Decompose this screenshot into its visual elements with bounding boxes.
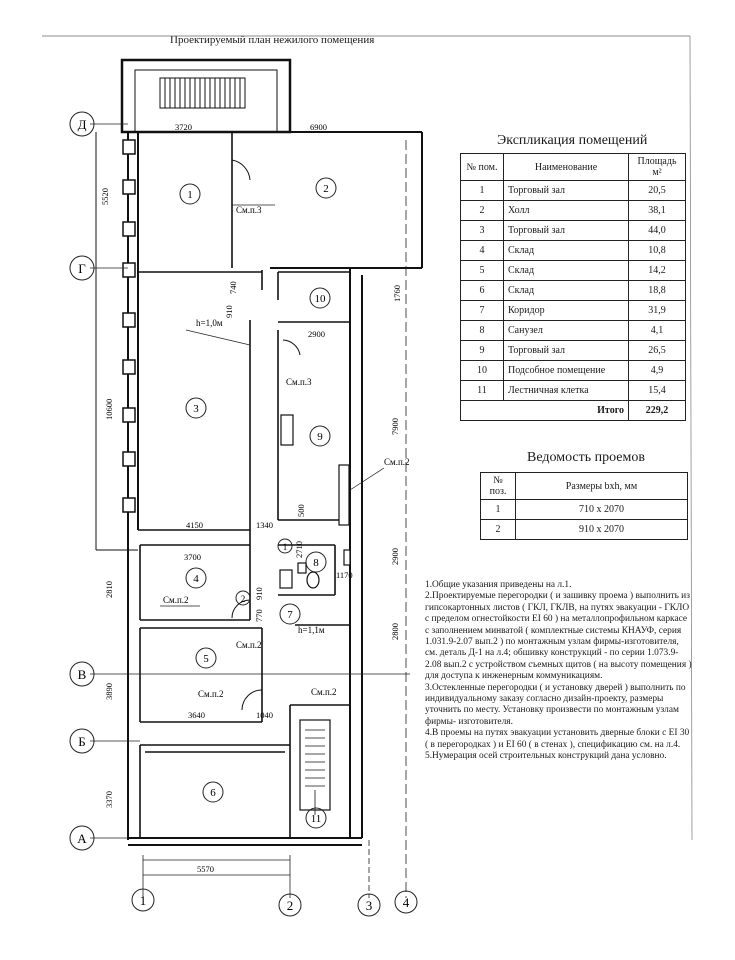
total-label: Итого: [461, 401, 629, 421]
row-name: Торговый зал: [504, 221, 629, 241]
header-num: № пом.: [461, 154, 504, 181]
row-num: 6: [461, 281, 504, 301]
note-smp3a: См.п.3: [236, 205, 262, 215]
row-area: 44,0: [629, 221, 686, 241]
room-2: 2: [323, 183, 329, 195]
row-area: 10,8: [629, 241, 686, 261]
dim-2810: 2810: [104, 581, 114, 598]
total-row: [461, 401, 686, 421]
row-num: 8: [461, 321, 504, 341]
row-area: 18,8: [629, 281, 686, 301]
outer-walls: [96, 60, 422, 845]
table-row: [481, 520, 688, 540]
row-name: Торговый зал: [504, 181, 629, 201]
dim-2800: 2800: [390, 623, 400, 640]
row-name: Торговый зал: [504, 341, 629, 361]
row-area: 15,4: [629, 381, 686, 401]
dim-3720: 3720: [175, 122, 192, 132]
room-6: 6: [210, 787, 216, 799]
note-smp2c: См.п.2: [236, 640, 262, 650]
dim-770: 770: [254, 609, 264, 622]
axis-1: 1: [139, 893, 147, 908]
row-area: 14,2: [629, 261, 686, 281]
dim-1340: 1340: [256, 520, 273, 530]
room-numbers: [187, 183, 329, 825]
openings-header: [481, 473, 688, 500]
row-area: 4,1: [629, 321, 686, 341]
dim-6900: 6900: [310, 122, 327, 132]
dimensions: [100, 122, 402, 874]
note-h1: h=1,0м: [196, 318, 223, 328]
note-smp3b: См.п.3: [286, 377, 312, 387]
dim-7900: 7900: [390, 418, 400, 435]
dim-5570: 5570: [197, 864, 214, 874]
axis-2: 2: [286, 898, 294, 913]
row-num: 7: [461, 301, 504, 321]
dim-910a: 910: [224, 305, 234, 318]
room-7: 7: [287, 609, 293, 621]
table-row: [461, 321, 686, 341]
axis-v: В: [77, 667, 87, 682]
op-size: 910 х 2070: [516, 520, 688, 540]
dim-1760: 1760: [392, 285, 402, 302]
note-smp2a: См.п.2: [384, 457, 410, 467]
row-name: Санузел: [504, 321, 629, 341]
room-10: 10: [314, 293, 326, 305]
op-num: 1: [481, 500, 516, 520]
room-5: 5: [203, 653, 209, 665]
header-name: Наименование: [504, 154, 629, 181]
axis-b: Б: [78, 734, 86, 749]
table-row: [461, 261, 686, 281]
door-mark-1: 1: [282, 542, 288, 552]
table-row: [481, 500, 688, 520]
op-header-num: № поз.: [481, 473, 516, 500]
page-title: Проектируемый план нежилого помещения: [170, 34, 375, 46]
table-row: [461, 201, 686, 221]
row-num: 1: [461, 181, 504, 201]
dim-3640: 3640: [188, 710, 205, 720]
op-header-size: Размеры bxh, мм: [516, 473, 688, 500]
note-smp2b: См.п.2: [163, 595, 189, 605]
note-h2: h=1,1м: [298, 625, 325, 635]
row-area: 31,9: [629, 301, 686, 321]
table-row: [461, 281, 686, 301]
axis-a: А: [77, 831, 87, 846]
row-num: 10: [461, 361, 504, 381]
dim-1040: 1040: [256, 710, 273, 720]
table-row: [461, 361, 686, 381]
note-3: 3.Остекленные перегородки ( и установку дверей ) выполнить по индивидуальному заказу согласно дизайн-проекту, размеры уточнить по месту. Установку произвести по монтажным узлам фирмы- изготовителя.: [425, 682, 686, 727]
stair-bottom: [305, 730, 325, 815]
row-num: 9: [461, 341, 504, 361]
table-row: [461, 341, 686, 361]
row-name: Склад: [504, 281, 629, 301]
table-row: [461, 181, 686, 201]
dim-3890: 3890: [104, 683, 114, 700]
row-area: 38,1: [629, 201, 686, 221]
stair-top: [160, 78, 245, 108]
axis-4: 4: [402, 895, 410, 910]
note-smp2e: См.п.2: [198, 689, 224, 699]
dim-1170: 1170: [336, 570, 353, 580]
annotations: [163, 205, 410, 699]
room-11: 11: [310, 813, 322, 825]
note-2: 2.Проектируемые перегородки ( и зашивку проема ) выполнить из гипсокартонных листов ( ГКЛ, ГКЛВ, на путях эвакуации - ГКЛО с пределом огнестойкости EI 60 ) на металлопрофильном каркасе с заполнением минватой ( комплектные системы КНАУФ, серия 1.031.9-2.07 вып.2 ) по монтажным узлам фирмы-изготовителя, см. деталь Д-1 на л.4; обшивку конструкций - по серии 1.073.9-2.08 вып.2 с устройством съемных щитов ( на высоту помещения ) для доступа к инженерным коммуникациям.: [425, 591, 692, 682]
note-1: 1.Общие указания приведены на л.1.: [425, 580, 572, 590]
op-size: 710 х 2070: [516, 500, 688, 520]
axis-d: Д: [77, 117, 87, 132]
general-notes: [425, 580, 693, 763]
explication-table: [460, 153, 686, 421]
partitions: [138, 132, 350, 838]
room-9: 9: [317, 431, 323, 443]
row-name: Коридор: [504, 301, 629, 321]
axis-3: 3: [365, 898, 373, 913]
table-row: [461, 301, 686, 321]
dim-740: 740: [228, 281, 238, 294]
dim-5520: 5520: [100, 188, 110, 205]
row-name: Склад: [504, 261, 629, 281]
room-3: 3: [193, 403, 199, 415]
total-value: 229,2: [629, 401, 686, 421]
row-name: Лестничная клетка: [504, 381, 629, 401]
row-area: 4,9: [629, 361, 686, 381]
room-8: 8: [313, 557, 319, 569]
header-area: Площадь м²: [629, 154, 686, 181]
row-area: 26,5: [629, 341, 686, 361]
dim-2900a: 2900: [308, 329, 325, 339]
row-num: 5: [461, 261, 504, 281]
row-name: Подсобное помещение: [504, 361, 629, 381]
room-4: 4: [193, 573, 199, 585]
table-row: [461, 241, 686, 261]
explication-title: Экспликация помещений: [497, 133, 648, 148]
openings-table: [480, 472, 688, 540]
row-num: 4: [461, 241, 504, 261]
dim-3370: 3370: [104, 791, 114, 808]
dim-2710: 2710: [294, 541, 304, 558]
table-row: [461, 221, 686, 241]
room-1: 1: [187, 189, 193, 201]
room-markers: [180, 178, 336, 828]
row-name: Холл: [504, 201, 629, 221]
row-name: Склад: [504, 241, 629, 261]
dim-3700: 3700: [184, 552, 201, 562]
dim-10600: 10600: [104, 398, 114, 420]
note-smp2d: См.п.2: [311, 687, 337, 697]
row-num: 2: [461, 201, 504, 221]
row-num: 11: [461, 381, 504, 401]
row-area: 20,5: [629, 181, 686, 201]
note-5: 5.Нумерация осей строительных конструкций дана условно.: [425, 751, 667, 762]
table-row: [461, 381, 686, 401]
dim-910b: 910: [254, 587, 264, 600]
note-4: 4.В проемы на путях эвакуации установить дверные блоки с EI 30 ( в перегородках ) и EI 60 ( в стенах ), спецификацию см. на л.4.: [425, 728, 690, 750]
dim-4150: 4150: [186, 520, 203, 530]
openings-title: Ведомость проемов: [527, 450, 645, 465]
dim-500: 500: [296, 504, 306, 517]
axis-g: Г: [78, 261, 86, 276]
table-header: [461, 154, 686, 181]
op-num: 2: [481, 520, 516, 540]
dim-2900b: 2900: [390, 548, 400, 565]
row-num: 3: [461, 221, 504, 241]
door-mark-2: 2: [240, 594, 246, 604]
axis-circles: [70, 112, 417, 916]
